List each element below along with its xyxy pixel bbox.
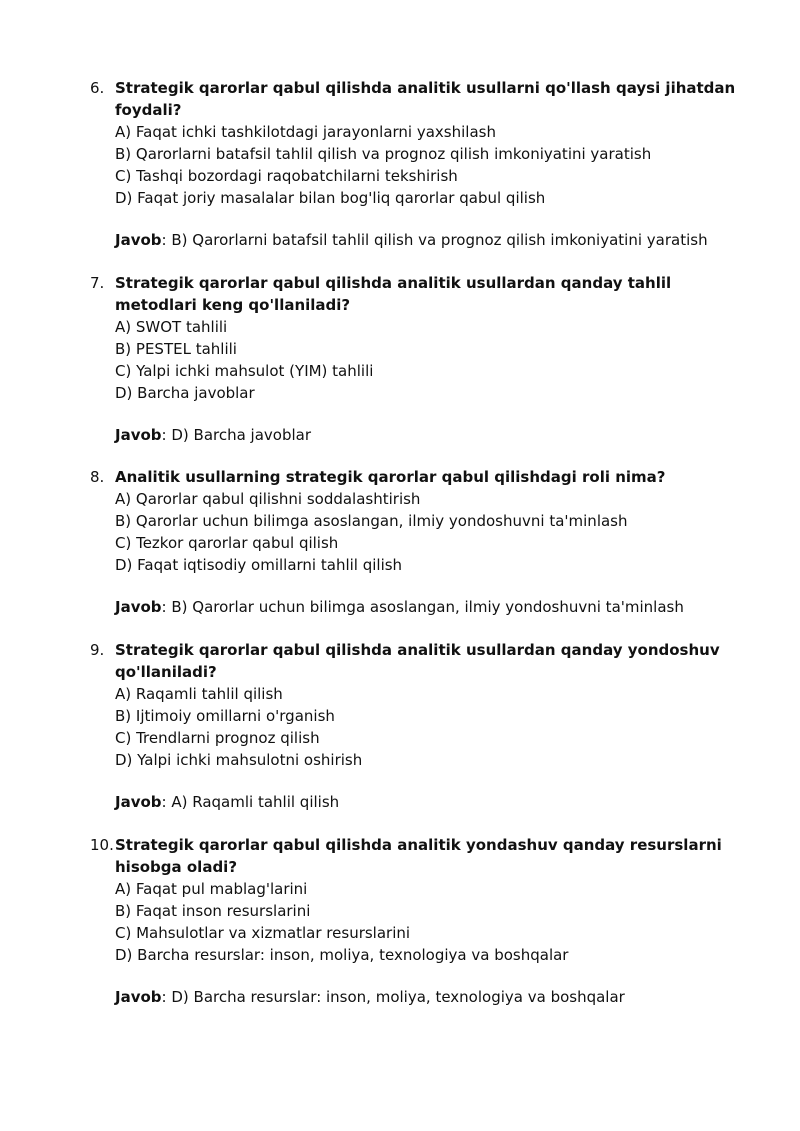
question-10: [90, 834, 740, 1008]
question-number: 6.: [90, 79, 105, 97]
answer-text: : D) Barcha javoblar: [161, 426, 312, 444]
question-number: 8.: [90, 468, 105, 486]
answer-line: [115, 596, 740, 618]
option-c: C) Trendlarni prognoz qilish: [115, 729, 320, 747]
question-8: [90, 466, 740, 618]
option-a: A) Faqat ichki tashkilotdagi jarayonlarni yaxshilash: [115, 123, 496, 141]
answer-text: : A) Raqamli tahlil qilish: [161, 793, 340, 811]
answer-label: Javob: [115, 598, 162, 616]
option-list: [115, 316, 740, 404]
question-6: [90, 77, 740, 251]
option-a: A) Raqamli tahlil qilish: [115, 685, 283, 703]
answer-line: [115, 986, 740, 1008]
question-number: 9.: [90, 641, 105, 659]
option-b: B) Faqat inson resurslarini: [115, 902, 311, 920]
question-9: [90, 639, 740, 813]
answer-line: [115, 791, 740, 813]
option-d: D) Yalpi ichki mahsulotni oshirish: [115, 751, 363, 769]
question-text: Strategik qarorlar qabul qilishda analitik usullardan qanday yondoshuv qo'llaniladi?: [115, 641, 720, 681]
answer-label: Javob: [115, 793, 162, 811]
option-list: [115, 683, 740, 771]
option-d: D) Faqat joriy masalalar bilan bog'liq qarorlar qabul qilish: [115, 189, 546, 207]
option-list: [115, 121, 740, 209]
answer-text: : B) Qarorlar uchun bilimga asoslangan, ilmiy yondoshuvni ta'minlash: [161, 598, 684, 616]
option-c: C) Tezkor qarorlar qabul qilish: [115, 534, 339, 552]
option-a: A) Faqat pul mablag'larini: [115, 880, 308, 898]
answer-label: Javob: [115, 231, 162, 249]
question-text: Strategik qarorlar qabul qilishda analitik usullardan qanday tahlil metodlari keng qo'llaniladi?: [115, 274, 672, 314]
question-number: 10.: [90, 836, 114, 854]
option-a: A) Qarorlar qabul qilishni soddalashtirish: [115, 490, 421, 508]
question-number: 7.: [90, 274, 105, 292]
question-text: Strategik qarorlar qabul qilishda analitik yondashuv qanday resurslarni hisobga oladi?: [115, 836, 722, 876]
answer-label: Javob: [115, 988, 162, 1006]
option-c: C) Tashqi bozordagi raqobatchilarni tekshirish: [115, 167, 458, 185]
answer-label: Javob: [115, 426, 162, 444]
question-text: Analitik usullarning strategik qarorlar qabul qilishdagi roli nima?: [115, 468, 666, 486]
option-c: C) Yalpi ichki mahsulot (YIM) tahlili: [115, 362, 374, 380]
question-text: Strategik qarorlar qabul qilishda analitik usullarni qo'llash qaysi jihatdan foydali?: [115, 79, 736, 119]
option-c: C) Mahsulotlar va xizmatlar resurslarini: [115, 924, 411, 942]
answer-line: [115, 229, 740, 251]
option-b: B) Ijtimoiy omillarni o'rganish: [115, 707, 335, 725]
answer-text: : D) Barcha resurslar: inson, moliya, texnologiya va boshqalar: [161, 988, 625, 1006]
option-d: D) Barcha resurslar: inson, moliya, texnologiya va boshqalar: [115, 946, 569, 964]
option-list: [115, 488, 740, 576]
option-list: [115, 878, 740, 966]
answer-line: [115, 424, 740, 446]
option-d: D) Faqat iqtisodiy omillarni tahlil qilish: [115, 556, 403, 574]
option-b: B) Qarorlarni batafsil tahlil qilish va prognoz qilish imkoniyatini yaratish: [115, 145, 652, 163]
question-7: [90, 272, 740, 446]
option-d: D) Barcha javoblar: [115, 384, 255, 402]
option-b: B) Qarorlar uchun bilimga asoslangan, ilmiy yondoshuvni ta'minlash: [115, 512, 628, 530]
option-a: A) SWOT tahlili: [115, 318, 228, 336]
option-b: B) PESTEL tahlili: [115, 340, 237, 358]
answer-text: : B) Qarorlarni batafsil tahlil qilish va prognoz qilish imkoniyatini yaratish: [161, 231, 708, 249]
